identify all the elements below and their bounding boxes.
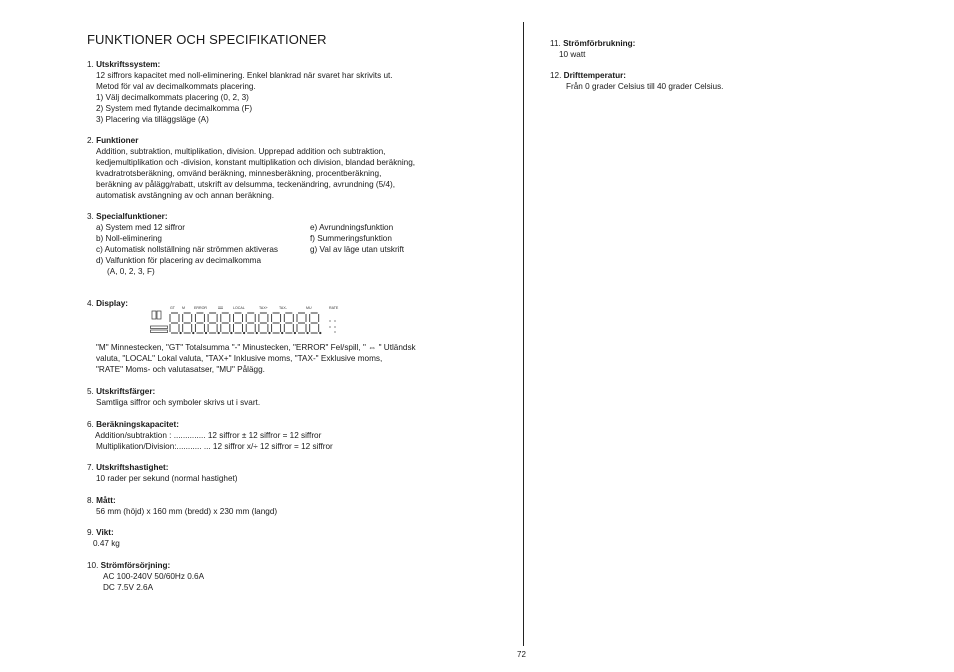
section-line: "RATE" Moms- och valutasatser, "MU" Pålägg.: [96, 364, 265, 374]
section-capacity: [87, 420, 333, 453]
section-display-description: [87, 343, 416, 376]
section-number: 12.: [550, 71, 562, 80]
page-number: 72: [517, 650, 526, 659]
section-line: f) Summeringsfunktion: [310, 233, 392, 243]
lcd-label-mu: MU: [306, 306, 312, 310]
lcd-decimal-point: [193, 332, 194, 333]
section-heading: Utskriftsfärger:: [96, 387, 156, 396]
lcd-decimal-point: [231, 332, 232, 333]
section-power-supply: [87, 561, 204, 594]
lcd-digit-segment: [208, 313, 217, 333]
section-operating-temperature: [550, 71, 723, 93]
lcd-decimal-point: [269, 332, 270, 333]
section-line: Metod för val av decimalkommats placering.: [96, 81, 256, 91]
section-functions: [87, 136, 415, 201]
section-print-colors: [87, 387, 260, 409]
section-weight: [87, 528, 120, 550]
lcd-digit-segment: [272, 313, 281, 333]
section-heading: Funktioner: [96, 136, 139, 145]
lcd-display-diagram: [149, 302, 345, 338]
section-line: 3) Placering via tilläggsläge (A): [96, 114, 209, 124]
section-line: g) Val av läge utan utskrift: [310, 244, 405, 254]
section-line: AC 100-240V 50/60Hz 0.6A: [103, 571, 205, 581]
lcd-label-error: ERROR: [194, 306, 207, 310]
lcd-digit-segment: [310, 313, 319, 333]
page-title: FUNKTIONER OCH SPECIFIKATIONER: [87, 32, 327, 47]
section-number: 5.: [87, 387, 94, 396]
section-power-consumption: [550, 39, 635, 61]
section-heading: Drifttemperatur:: [563, 71, 626, 80]
lcd-decimal-point: [294, 332, 295, 333]
section-line: automatisk avstängning av och annan beräkning.: [96, 190, 274, 200]
lcd-decimal-point: [180, 332, 181, 333]
lcd-digit-segment: [297, 313, 306, 333]
section-line: Samtliga siffror och symboler skrivs ut i svart.: [96, 397, 261, 407]
lcd-digit-segment: [221, 313, 230, 333]
section-line: (A, 0, 2, 3, F): [107, 266, 155, 276]
section-print-system: [87, 60, 393, 125]
section-heading: Mått:: [96, 496, 116, 505]
section-line: 1) Välj decimalkommats placering (0, 2, 3): [96, 92, 249, 102]
section-line: DC 7.5V 2.6A: [103, 582, 154, 592]
section-line: 10 rader per sekund (normal hastighet): [96, 473, 238, 483]
lcd-digit-segment: [234, 313, 243, 333]
section-line: 12 siffrors kapacitet med noll-eliminering. Enkel blankrad när svaret har skrivits ut.: [96, 70, 393, 80]
section-heading: Specialfunktioner:: [96, 212, 168, 221]
section-heading: Utskriftshastighet:: [96, 463, 169, 472]
section-line: 2) System med flytande decimalkomma (F): [96, 103, 253, 113]
section-number: 10.: [87, 561, 99, 570]
section-line: b) Noll-eliminering: [96, 233, 162, 243]
section-line: valuta, "LOCAL" Lokal valuta, "TAX+" Inklusive moms, "TAX-" Exklusive moms,: [96, 353, 383, 363]
section-number: 2.: [87, 136, 94, 145]
lcd-decimal-point: [256, 332, 257, 333]
lcd-decimal-point: [243, 332, 244, 333]
section-line: 0.47 kg: [93, 538, 120, 548]
section-line: a) System med 12 siffror: [96, 222, 186, 232]
section-line: kvadratrotsberäkning, omvänd beräkning, minnesberäkning, procentberäkning,: [96, 168, 382, 178]
lcd-digit-segment: [170, 313, 179, 333]
section-line: Multiplikation/Division:........... ... 12 siffror x/÷ 12 siffror = 12 siffror: [96, 441, 333, 451]
section-heading: Strömförbrukning:: [563, 39, 636, 48]
lcd-digit-segment: [246, 313, 255, 333]
section-line: Addition/subtraktion : .............. 12 siffror ± 12 siffror = 12 siffror: [95, 430, 322, 440]
section-line: Addition, subtraktion, multiplikation, division. Upprepad addition och subtraktion,: [96, 146, 386, 156]
lcd-seven-segment-digits: [170, 313, 321, 334]
section-heading: Strömförsörjning:: [100, 561, 171, 570]
lcd-indicator-labels: [170, 306, 339, 310]
section-line: "M" Minnestecken, "GT" Totalsumma "-" Minustecken, "ERROR" Fel/spill, " ⇔ " Utländsk: [96, 343, 416, 352]
section-number: 3.: [87, 212, 94, 221]
lcd-label-tax-plus: TAX+: [259, 306, 268, 310]
lcd-digit-segment: [195, 313, 204, 333]
lcd-digit-segment: [183, 313, 192, 333]
lcd-label-gt: GT: [170, 306, 175, 310]
section-line: beräkning av pålägg/rabatt, utskrift av delsumma, teckenändring, avrundning (5/4),: [96, 179, 396, 189]
lcd-decimal-point: [320, 332, 321, 333]
section-heading: Beräkningskapacitet:: [96, 420, 179, 429]
section-line: kedjemultiplikation och -division, konstant multiplikation och division, blandad beräkning,: [96, 157, 416, 167]
section-number: 4.: [87, 299, 94, 308]
lcd-label-local: LOCAL: [233, 306, 245, 310]
lcd-decimal-point: [218, 332, 219, 333]
column-divider: [523, 22, 524, 646]
section-print-speed: [87, 463, 238, 485]
lcd-label-m: M: [182, 306, 185, 310]
lcd-decimal-point: [205, 332, 206, 333]
section-dimensions: [87, 496, 277, 518]
section-heading: Vikt:: [96, 528, 114, 537]
lcd-status-dots: [329, 320, 335, 332]
section-special-functions: [87, 212, 405, 277]
section-number: 6.: [87, 420, 94, 429]
section-line: e) Avrundningsfunktion: [310, 222, 394, 232]
section-line: c) Automatisk nollställning när strömmen aktiveras: [96, 244, 279, 254]
lcd-decimal-point: [282, 332, 283, 333]
section-number: 7.: [87, 463, 94, 472]
lcd-digit-segment: [284, 313, 293, 333]
section-display-heading: [87, 299, 128, 310]
section-heading: Utskriftssystem:: [96, 60, 161, 69]
section-line: Från 0 grader Celsius till 40 grader Celsius.: [566, 81, 724, 91]
section-line: 10 watt: [559, 49, 586, 59]
lcd-label-rate: RATE: [329, 306, 339, 310]
section-number: 8.: [87, 496, 94, 505]
section-number: 9.: [87, 528, 94, 537]
lcd-digit-segment: [259, 313, 268, 333]
currency-exchange-icon: [218, 307, 223, 309]
section-heading: Display:: [96, 299, 128, 308]
section-number: 1.: [87, 60, 94, 69]
lcd-small-digits: [151, 311, 168, 333]
section-number: 11.: [550, 39, 561, 48]
section-line: 56 mm (höjd) x 160 mm (bredd) x 230 mm (langd): [96, 506, 278, 516]
lcd-label-tax-minus: TAX-: [279, 306, 287, 310]
section-line: d) Valfunktion för placering av decimalkomma: [96, 255, 262, 265]
lcd-decimal-point: [307, 332, 308, 333]
